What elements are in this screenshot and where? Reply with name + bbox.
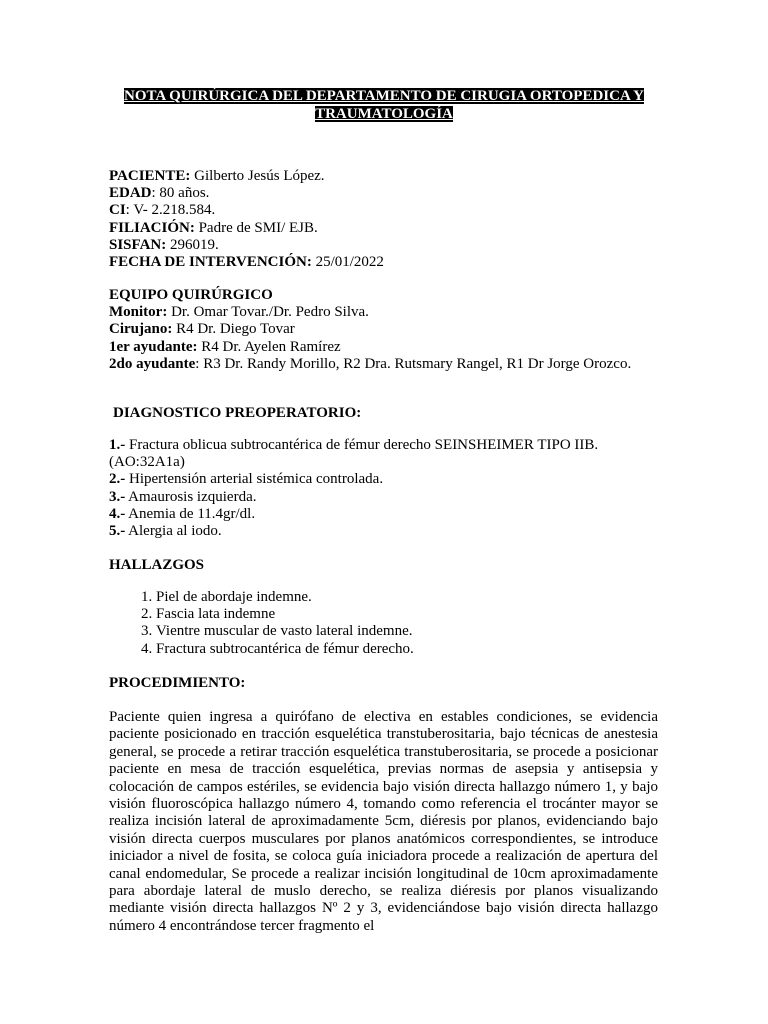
diagnosis-item-number: 4.- <box>109 505 126 522</box>
finding-item: 1. Piel de abordaje indemne. <box>156 589 661 606</box>
procedure-paragraph: Paciente quien ingresa a quirófano de electiva en estables condiciones, se evidencia paciente posicionado en tracción esquelética transtuberositaria, bajo técnicas de anestesia general, se procede a retirar tracción esquelética transtuberositaria, se procede a posicionar paciente en mesa de tracción esquelética, previas normas de asepsia y antisepsia y colocación de campos estériles, se evidencia bajo visión directa hallazgo número 1, y bajo visión fluoroscópica hallazgo número 4, tomando como referencia el trocánter mayor se realiza incisión lateral de aproximadamente 5cm, diéresis por planos, evidenciando bajo visión directa cuerpos musculares por planos anatómicos correspondientes, se introduce iniciador a nivel de fosita, se coloca guía iniciadora procede a realización de apertura del canal endomedular, Se procede a realizar incisión longitudinal de 10cm aproximadamente para abordaje lateral de muslo derecho, se realiza diéresis por planos visualizando mediante visión directa hallazgos Nº 2 y 3, evidenciándose bajo visión directa hallazgo número 4 encontrándose tercer fragmento el <box>109 709 658 934</box>
patient-sisfan-label: SISFAN: <box>109 236 167 253</box>
assistant2-value: : R3 Dr. Randy Morillo, R2 Dra. Rutsmary Rangel, R1 Dr Jorge Orozco. <box>195 355 632 372</box>
patient-filiation-value: Padre de SMI/ EJB. <box>194 219 318 236</box>
finding-item: 4. Fractura subtrocantérica de fémur derecho. <box>156 641 661 658</box>
diagnosis-heading-text: DIAGNOSTICO PREOPERATORIO: <box>113 405 362 421</box>
patient-sisfan-value: 296019. <box>166 236 219 253</box>
patient-name-value: Gilberto Jesús López. <box>190 168 325 184</box>
patient-filiation-row <box>109 220 661 237</box>
diagnosis-item-number: 2.- <box>109 471 126 488</box>
title-line-2: TRAUMATOLOGÍA <box>315 106 453 122</box>
diagnosis-item-text: Fractura oblicua subtrocantérica de fémur derecho SEINSHEIMER TIPO IIB. <box>125 437 599 453</box>
surgical-team <box>109 287 661 373</box>
patient-age-row <box>109 185 661 202</box>
diagnosis-item-number: 1.- <box>109 437 126 453</box>
diagnosis-item <box>109 471 661 488</box>
patient-name-label: PACIENTE: <box>109 168 191 184</box>
surgeon-label: Cirujano: <box>109 321 173 338</box>
patient-ci-value: : V- 2.218.584. <box>125 202 216 219</box>
title-line-1: NOTA QUIRÚRGICA DEL DEPARTAMENTO DE CIRUGIA ORTOPEDICA Y <box>124 88 644 104</box>
monitor-row <box>109 304 661 321</box>
diagnosis-item-text: Amaurosis izquierda. <box>125 488 257 505</box>
assistant2-label: 2do ayudante <box>109 355 196 372</box>
assistant2-row <box>109 356 661 373</box>
diagnosis-heading <box>109 405 665 422</box>
document-title <box>109 87 659 123</box>
diagnosis-item-number: 3.- <box>109 488 126 505</box>
diagnosis-item-text: Alergia al iodo. <box>125 523 222 540</box>
surgery-date-row <box>109 254 661 271</box>
findings-heading <box>109 557 661 574</box>
diagnosis-item <box>109 489 661 506</box>
diagnosis-item <box>109 523 661 540</box>
diagnosis-item-number: 5.- <box>109 523 126 540</box>
diagnosis-item-text: (AO:32A1a) <box>109 454 185 471</box>
patient-sisfan-row <box>109 237 661 254</box>
surgery-date-value: 25/01/2022 <box>311 254 384 271</box>
assistant1-row <box>109 339 661 356</box>
diagnosis-item <box>109 437 661 454</box>
team-heading: EQUIPO QUIRÚRGICO <box>109 287 273 303</box>
patient-filiation-label: FILIACIÓN: <box>109 219 195 236</box>
diagnosis-item <box>109 506 661 523</box>
surgeon-row <box>109 321 661 338</box>
patient-name-row <box>109 168 661 185</box>
assistant1-value: R4 Dr. Ayelen Ramírez <box>197 338 341 355</box>
surgeon-value: R4 Dr. Diego Tovar <box>172 321 295 338</box>
diagnosis-list <box>109 437 661 540</box>
procedure-heading <box>109 675 661 692</box>
findings-list <box>109 589 661 658</box>
assistant1-label: 1er ayudante: <box>109 338 198 355</box>
patient-age-label: EDAD <box>109 185 152 202</box>
patient-ci-row <box>109 202 661 219</box>
diagnosis-item-text: Anemia de 11.4gr/dl. <box>125 505 256 522</box>
patient-ci-label: CI <box>109 202 126 219</box>
monitor-value: Dr. Omar Tovar./Dr. Pedro Silva. <box>167 304 369 321</box>
surgery-date-label: FECHA DE INTERVENCIÓN: <box>109 254 312 271</box>
patient-info <box>109 168 661 271</box>
diagnosis-item <box>109 454 661 471</box>
monitor-label: Monitor: <box>109 304 168 321</box>
diagnosis-item-text: Hipertensión arterial sistémica controlada. <box>125 471 384 488</box>
procedure-heading-text: PROCEDIMIENTO: <box>109 675 246 691</box>
findings-heading-text: HALLAZGOS <box>109 557 205 573</box>
finding-item: 2. Fascia lata indemne <box>156 606 661 623</box>
finding-item: 3. Vientre muscular de vasto lateral indemne. <box>156 623 661 640</box>
patient-age-value: : 80 años. <box>151 185 210 202</box>
